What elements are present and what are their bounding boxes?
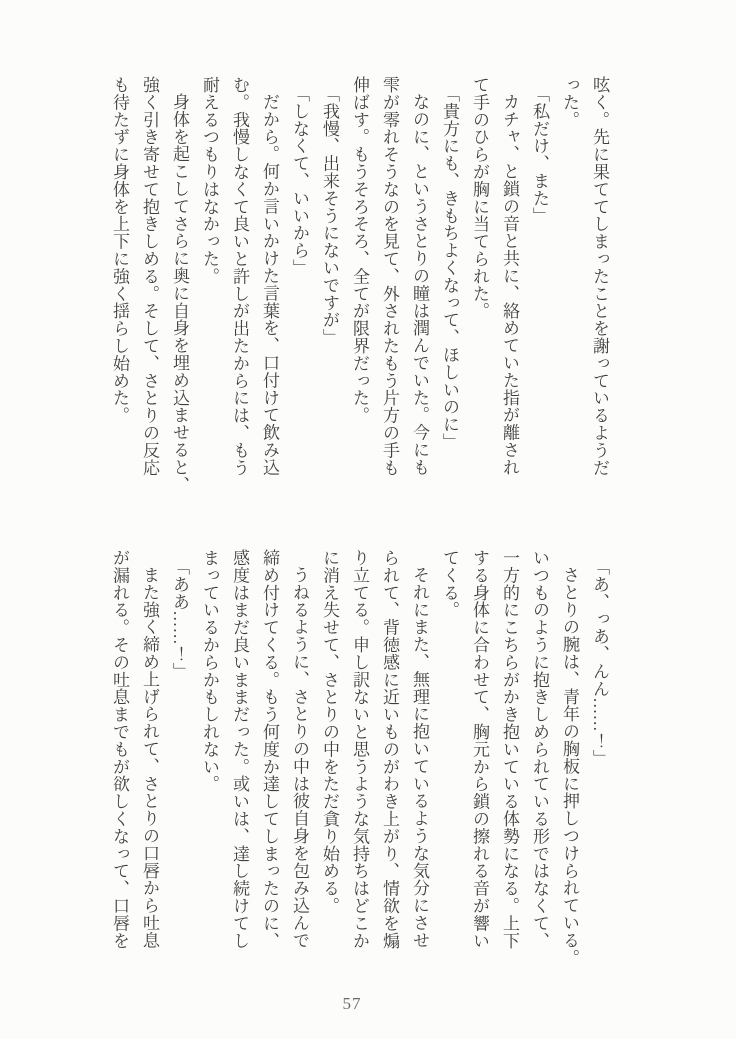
text-line: だから。何か言いかけた言葉を、口付けて飲み込: [260, 93, 279, 476]
page-number: 57: [342, 994, 362, 1013]
text-line: 締め付けてくる。もう何度か達してしまったのに、: [260, 549, 279, 950]
text-line: 「あ、っあ、んん……！」: [590, 557, 609, 767]
text-line: 「私だけ、また」: [530, 84, 549, 224]
text-line: それにまた、無理に抱いているような気分にさせ: [410, 566, 429, 949]
text-line: む。我慢しなくて良いと許しが出たからには、もう: [230, 76, 249, 477]
text-block-top: [102, 76, 614, 496]
text-line: 強く引き寄せて抱きしめる。そして、さとりの反応: [140, 76, 159, 477]
text-line: て手のひらが胸に当てられた。: [470, 76, 489, 320]
text-line: 感度はまだ良いままだった。或いは、達し続けてし: [230, 549, 249, 950]
text-line: が漏れる。その吐息までもが欲しくなって、口唇を: [110, 549, 129, 950]
text-line: も待たずに身体を上下に強く揺らし始めた。: [110, 76, 129, 424]
text-block-bottom: [102, 549, 614, 969]
text-line: 「我慢、出来そうにないですが」: [320, 84, 339, 346]
text-line: 呟く。先に果ててしまったことを謝っているようだ: [590, 76, 609, 477]
text-line: 「貴方にも、きもちよくなって、ほしいのに」: [440, 84, 459, 450]
text-line: いつものように抱きしめられている形ではなくて、: [530, 549, 549, 950]
text-line: なのに、というさとりの瞳は潤んでいた。今にも: [410, 93, 429, 476]
text-line: 「ああ……！」: [170, 557, 189, 680]
text-line: 身体を起こしてさらに奥に自身を埋め込ませると、: [170, 93, 189, 494]
text-line: カチャ、と鎖の音と共に、絡めていた指が離され: [500, 93, 519, 476]
text-line: 耐えるつもりはなかった。: [200, 76, 219, 285]
text-line: られて、背徳感に近いものがわき上がり、情欲を煽: [380, 549, 399, 950]
text-line: り立てる。申し訳ないと思うような気持ちはどこか: [350, 549, 369, 950]
text-line: 伸ばす。もうそろそろ、全てが限界だった。: [350, 76, 369, 424]
text-line: 雫が零れそうなのを見て、外されたもう片方の手も: [380, 76, 399, 477]
text-line: まっているからかもしれない。: [200, 549, 219, 793]
text-line: さとりの腕は、青年の胸板に押しつけられている。: [560, 566, 579, 967]
text-line: 「しなくて、いいから」: [290, 84, 309, 276]
text-line: 一方的にこちらがかき抱いている体勢になる。上下: [500, 549, 519, 950]
text-line: うねるように、さとりの中は彼自身を包み込んで: [290, 566, 309, 949]
text-line: に消え失せて、さとりの中をただ貪り始める。: [320, 549, 339, 915]
text-line: った。: [560, 76, 579, 129]
text-line: てくる。: [440, 549, 459, 619]
text-line: また強く締め上げられて、さとりの口唇から吐息: [140, 566, 159, 949]
text-line: する身体に合わせて、胸元から鎖の擦れる音が響い: [470, 549, 489, 950]
